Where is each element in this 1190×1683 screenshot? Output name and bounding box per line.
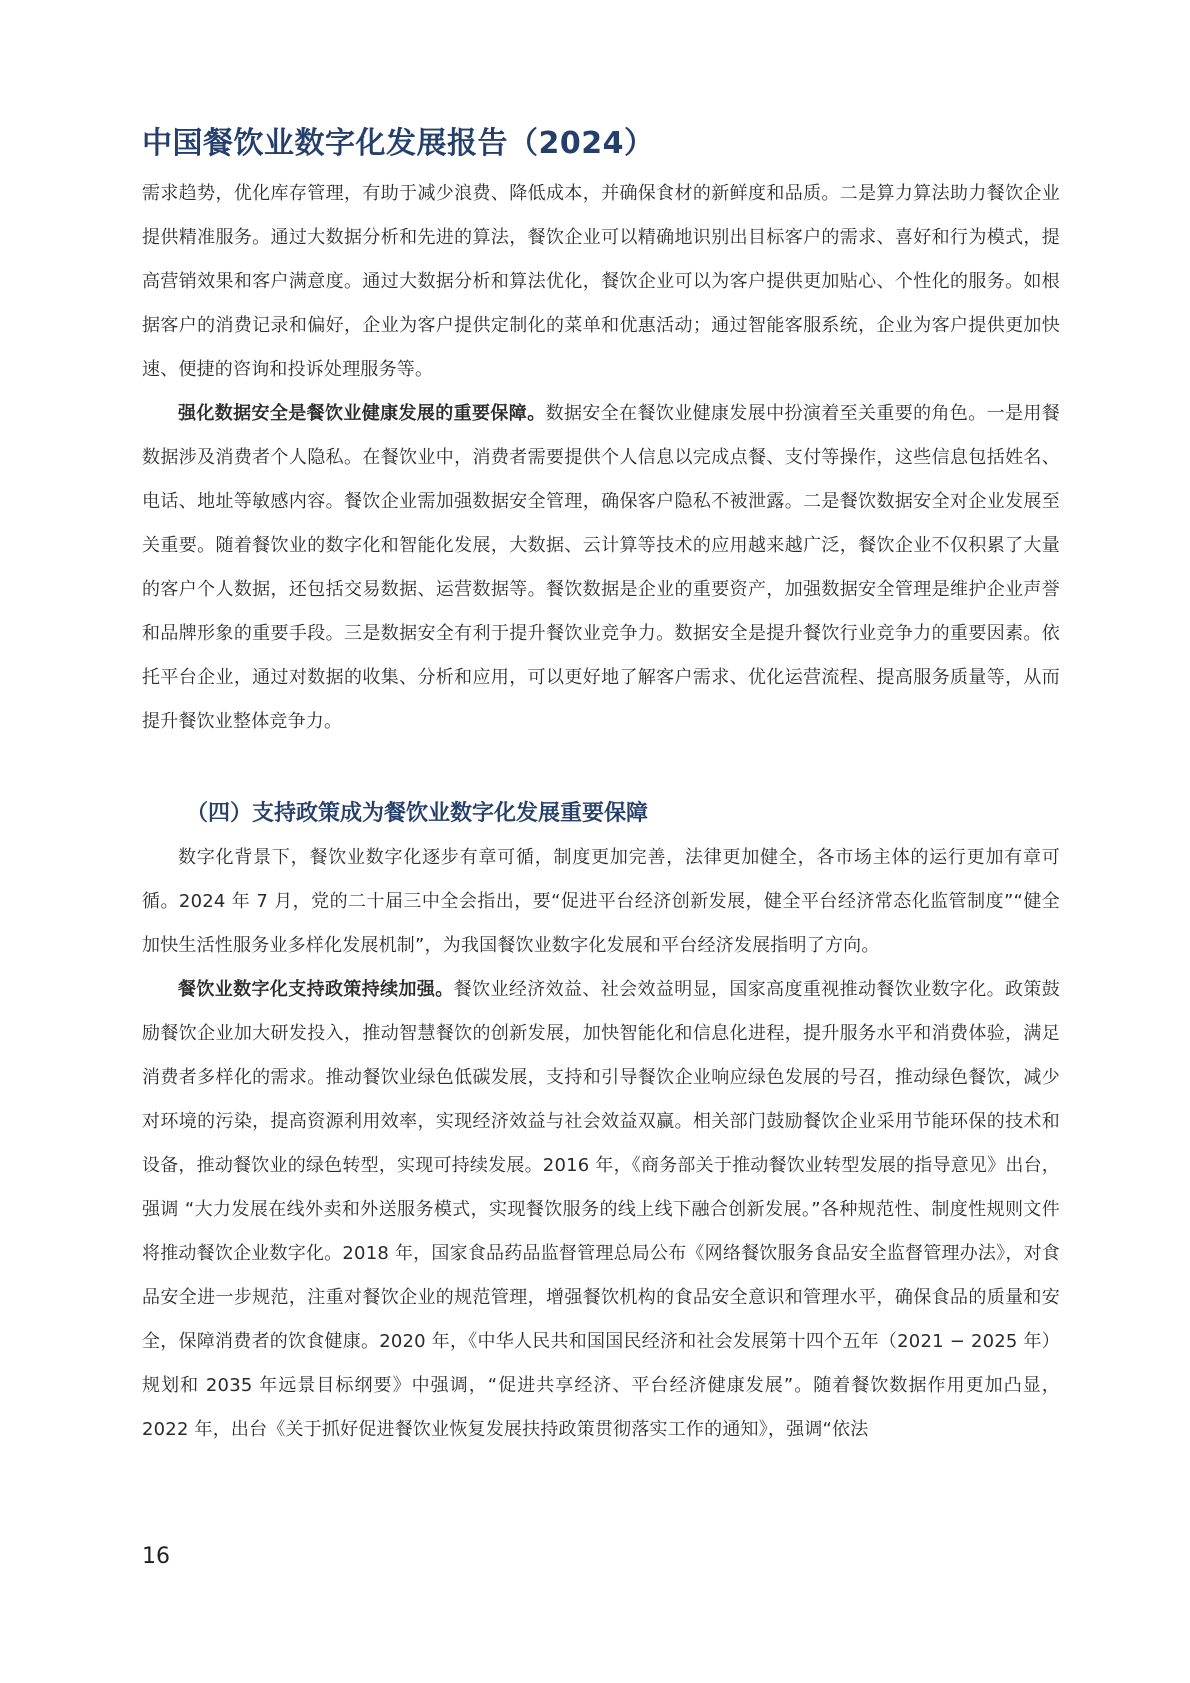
paragraph-continuation: 需求趋势，优化库存管理，有助于减少浪费、降低成本，并确保食材的新鲜度和品质。二是算力算法助力餐饮企业提供精准服务。通过大数据分析和先进的算法，餐饮企业可以精确地识别出目标客户的需求、喜好和行为模式，提高营销效果和客户满意度。通过大数据分析和算法优化，餐饮企业可以为客户提供更加贴心、个性化的服务。如根据客户的消费记录和偏好，企业为客户提供定制化的菜单和优惠活动；通过智能客服系统，企业为客户提供更加快速、便捷的咨询和投诉处理服务等。 <box>142 183 1060 380</box>
paragraph-policy-support <box>142 968 1060 1452</box>
body-block-1 <box>142 172 1060 744</box>
bold-lead: 强化数据安全是餐饮业健康发展的重要保障。 <box>178 403 546 424</box>
section-heading: （四）支持政策成为餐饮业数字化发展重要保障 <box>186 801 649 826</box>
paragraph-data-security <box>142 392 1060 744</box>
paragraph-body: 数据安全在餐饮业健康发展中扮演着至关重要的角色。一是用餐数据涉及消费者个人隐私。在餐饮业中，消费者需要提供个人信息以完成点餐、支付等操作，这些信息包括姓名、电话、地址等敏感内容。餐饮企业需加强数据安全管理，确保客户隐私不被泄露。二是餐饮数据安全对企业发展至关重要。随着餐饮业的数字化和智能化发展，大数据、云计算等技术的应用越来越广泛，餐饮企业不仅积累了大量的客户个人数据，还包括交易数据、运营数据等。餐饮数据是企业的重要资产，加强数据安全管理是维护企业声誉和品牌形象的重要手段。三是数据安全有利于提升餐饮业竞争力。数据安全是提升餐饮行业竞争力的重要因素。依托平台企业，通过对数据的收集、分析和应用，可以更好地了解客户需求、优化运营流程、提高服务质量等，从而提升餐饮业整体竞争力。 <box>142 403 1060 732</box>
body-block-2 <box>142 836 1060 1452</box>
paragraph-policy-intro: 数字化背景下，餐饮业数字化逐步有章可循，制度更加完善，法律更加健全，各市场主体的运行更加有章可循。2024 年 7 月，党的二十届三中全会指出，要“促进平台经济创新发展，健全平台经济常态化监管制度”“健全加快生活性服务业多样化发展机制”，为我国餐饮业数字化发展和平台经济发展指明了方向。 <box>142 847 1060 956</box>
bold-lead: 餐饮业数字化支持政策持续加强。 <box>178 979 454 1000</box>
page-header-title: 中国餐饮业数字化发展报告（2024） <box>142 126 655 161</box>
paragraph-body: 餐饮业经济效益、社会效益明显，国家高度重视推动餐饮业数字化。政策鼓励餐饮企业加大研发投入，推动智慧餐饮的创新发展，加快智能化和信息化进程，提升服务水平和消费体验，满足消费者多样化的需求。推动餐饮业绿色低碳发展，支持和引导餐饮企业响应绿色发展的号召，推动绿色餐饮，减少对环境的污染，提高资源利用效率，实现经济效益与社会效益双赢。相关部门鼓励餐饮企业采用节能环保的技术和设备，推动餐饮业的绿色转型，实现可持续发展。2016 年，《商务部关于推动餐饮业转型发展的指导意见》出台，强调 “大力发展在线外卖和外送服务模式，实现餐饮服务的线上线下融合创新发展。”各种规范性、制度性规则文件将推动餐饮企业数字化。2018 年，国家食品药品监督管理总局公布《网络餐饮服务食品安全监督管理办法》，对食品安全进一步规范，注重对餐饮企业的规范管理，增强餐饮机构的食品安全意识和管理水平，确保食品的质量和安全，保障消费者的饮食健康。2020 年，《中华人民共和国国民经济和社会发展第十四个五年（2021 − 2025 年）规划和 2035 年远景目标纲要》中强调，“促进共享经济、平台经济健康发展”。随着餐饮数据作用更加凸显，2022 年，出台《关于抓好促进餐饮业恢复发展扶持政策贯彻落实工作的通知》，强调“依法 <box>142 979 1060 1440</box>
page-number: 16 <box>142 1544 170 1569</box>
